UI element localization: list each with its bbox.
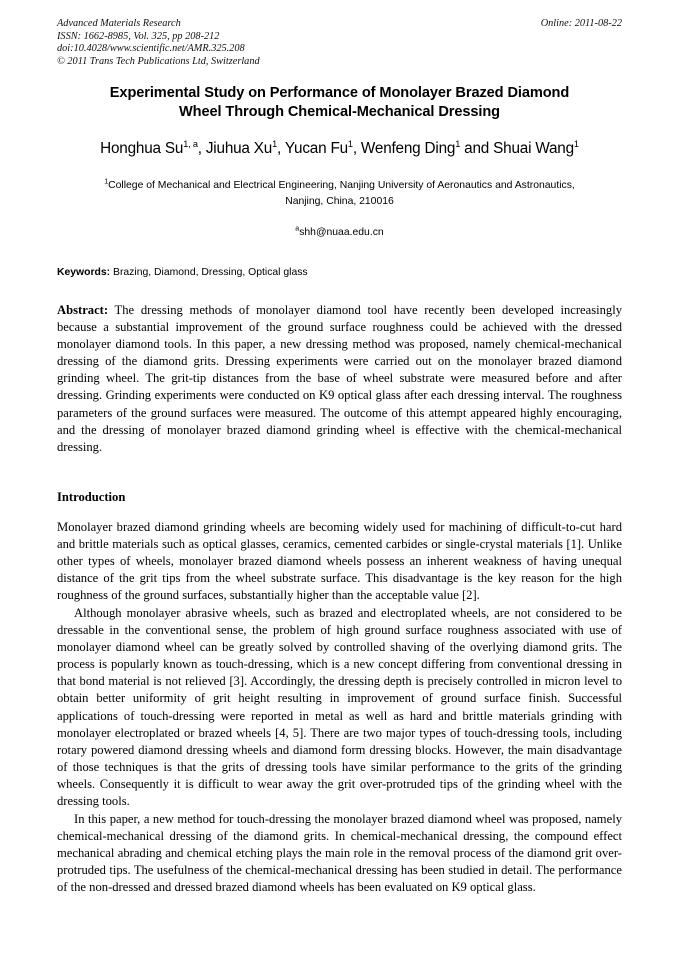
abstract-paragraph — [57, 302, 622, 456]
keywords-label: Keywords: — [57, 267, 111, 278]
author-name: Yucan Fu — [284, 140, 348, 157]
abstract-label: Abstract: — [57, 303, 109, 317]
journal-doi-line: doi:10.4028/www.scientific.net/AMR.325.208 — [57, 43, 245, 55]
journal-issn-line: ISSN: 1662-8985, Vol. 325, pp 208-212 — [57, 30, 220, 42]
paper-title-line-2: Wheel Through Chemical-Mechanical Dressing — [179, 104, 500, 120]
section-heading-introduction: Introduction — [57, 489, 126, 504]
introduction-paragraph-1: Monolayer brazed diamond grinding wheels are becoming widely used for machining of difficult-to-cut hard and brittle materials such as optical glasses, ceramics, cemented carbides or single-crystal materials [1]. Unlike other types of wheels, monolayer brazed diamond wheels possess an inherent weakness of having unequal distance of the grit tips from the wheel substrate surface. This disadvantage is the key reason for the high roughness of the ground surfaces, substantially higher than the acceptable value [2]. — [57, 519, 622, 603]
author-affiliation-marker: 1 — [272, 138, 278, 149]
author-list — [57, 139, 622, 159]
page-title — [69, 84, 610, 122]
author-name: Shuai Wang — [493, 140, 574, 157]
email-address[interactable]: shh@nuaa.edu.cn — [299, 227, 384, 238]
introduction-paragraph-3: In this paper, a new method for touch-dressing the monolayer brazed diamond wheel was proposed, namely chemical-mechanical dressing of the diamond grits. In chemical-mechanical dressing, the compound effect mechanical abrading and chemical etching plays the main role in the removal process of the diamond grit over-protruded tips. The usefulness of the chemical-mechanical dressing has been studied in detail. The performance of the non-dressed and dressed brazed diamond wheels has been evaluated on K9 optical glass. — [57, 811, 622, 895]
author-separator: , — [352, 140, 361, 157]
author-affiliation-marker: 1 — [347, 138, 353, 149]
author-affiliation-marker: 1 — [455, 138, 461, 149]
abstract-text: The dressing methods of monolayer diamond tool have recently been developed increasingly because a substantial improvement of the ground surface roughness could be achieved with the dressed monolayer diamond tools. In this paper, a new dressing method was proposed, namely chemical-mechanical dressing of the diamond grits. Dressing experiments were carried out on the monolayer brazed diamond grinding wheel. The grit-tip distances from the base of wheel substrate were measured before and after dressing. Grinding experiments were conducted on K9 optical glass after each dressing interval. The roughness parameters of the ground surfaces were measured. The outcome of this attempt appeared highly encouraging, and the dressing of monolayer brazed diamond grinding wheel is effective with the chemical-mechanical dressing. — [57, 303, 622, 454]
author-name: Honghua Su — [100, 140, 184, 157]
affiliation-marker: 1 — [104, 178, 109, 186]
keywords-line — [57, 266, 622, 280]
corresponding-email — [57, 226, 622, 240]
keywords-values: Brazing, Diamond, Dressing, Optical glass — [113, 267, 308, 278]
email-marker: a — [295, 225, 300, 233]
author-separator: , — [197, 140, 206, 157]
online-publication-date: Online: 2011-08-22 — [540, 18, 622, 29]
author-separator: and — [460, 140, 494, 157]
journal-name: Advanced Materials Research — [57, 18, 181, 29]
journal-copyright-line: © 2011 Trans Tech Publications Ltd, Switzerland — [57, 55, 260, 67]
author-name: Jiuhua Xu — [205, 140, 273, 157]
author-separator: , — [277, 140, 285, 157]
affiliation-text: College of Mechanical and Electrical Engineering, Nanjing University of Aeronautics and Astronautics, Nanjing, China, 210016 — [108, 180, 575, 207]
journal-header-left — [57, 18, 622, 68]
journal-header — [57, 18, 622, 74]
author-affiliation-marker: 1 — [573, 138, 579, 149]
paper-title-line-1: Experimental Study on Performance of Monolayer Brazed Diamond — [109, 85, 570, 101]
author-affiliation-marker: 1, a — [183, 138, 198, 149]
introduction-paragraph-2: Although monolayer abrasive wheels, such as brazed and electroplated wheels, are not considered to be dressable in the conventional sense, the problem of high ground surface roughness associated with use of monolayer diamond wheel can be greatly solved by controlled shaving of the overlying diamond grits. The process is popularly known as touch-dressing, which is a new concept differing from conventional dressing in that bond material is not relieved [3]. Accordingly, the dressing depth is precisely controlled in micron level to obtain better uniformity of grit height resulting in improvement of ground surface finish. Successful applications of touch-dressing were reported in metal as well as hard and brittle materials grinding with monolayer electroplated or brazed wheels [4, 5]. There are two major types of touch-dressing tools, including rotary powered diamond dressing wheels and diamond form dressing blocks. However, the main disadvantage of those techniques is that the grits of dressing tools have similar performance to the grits of the grinding wheels. Consequently it is difficult to wear away the grit over-protruded tips of the grinding wheel with the dressing tools. — [57, 605, 622, 809]
affiliation — [103, 178, 576, 210]
author-name: Wenfeng Ding — [360, 140, 456, 157]
